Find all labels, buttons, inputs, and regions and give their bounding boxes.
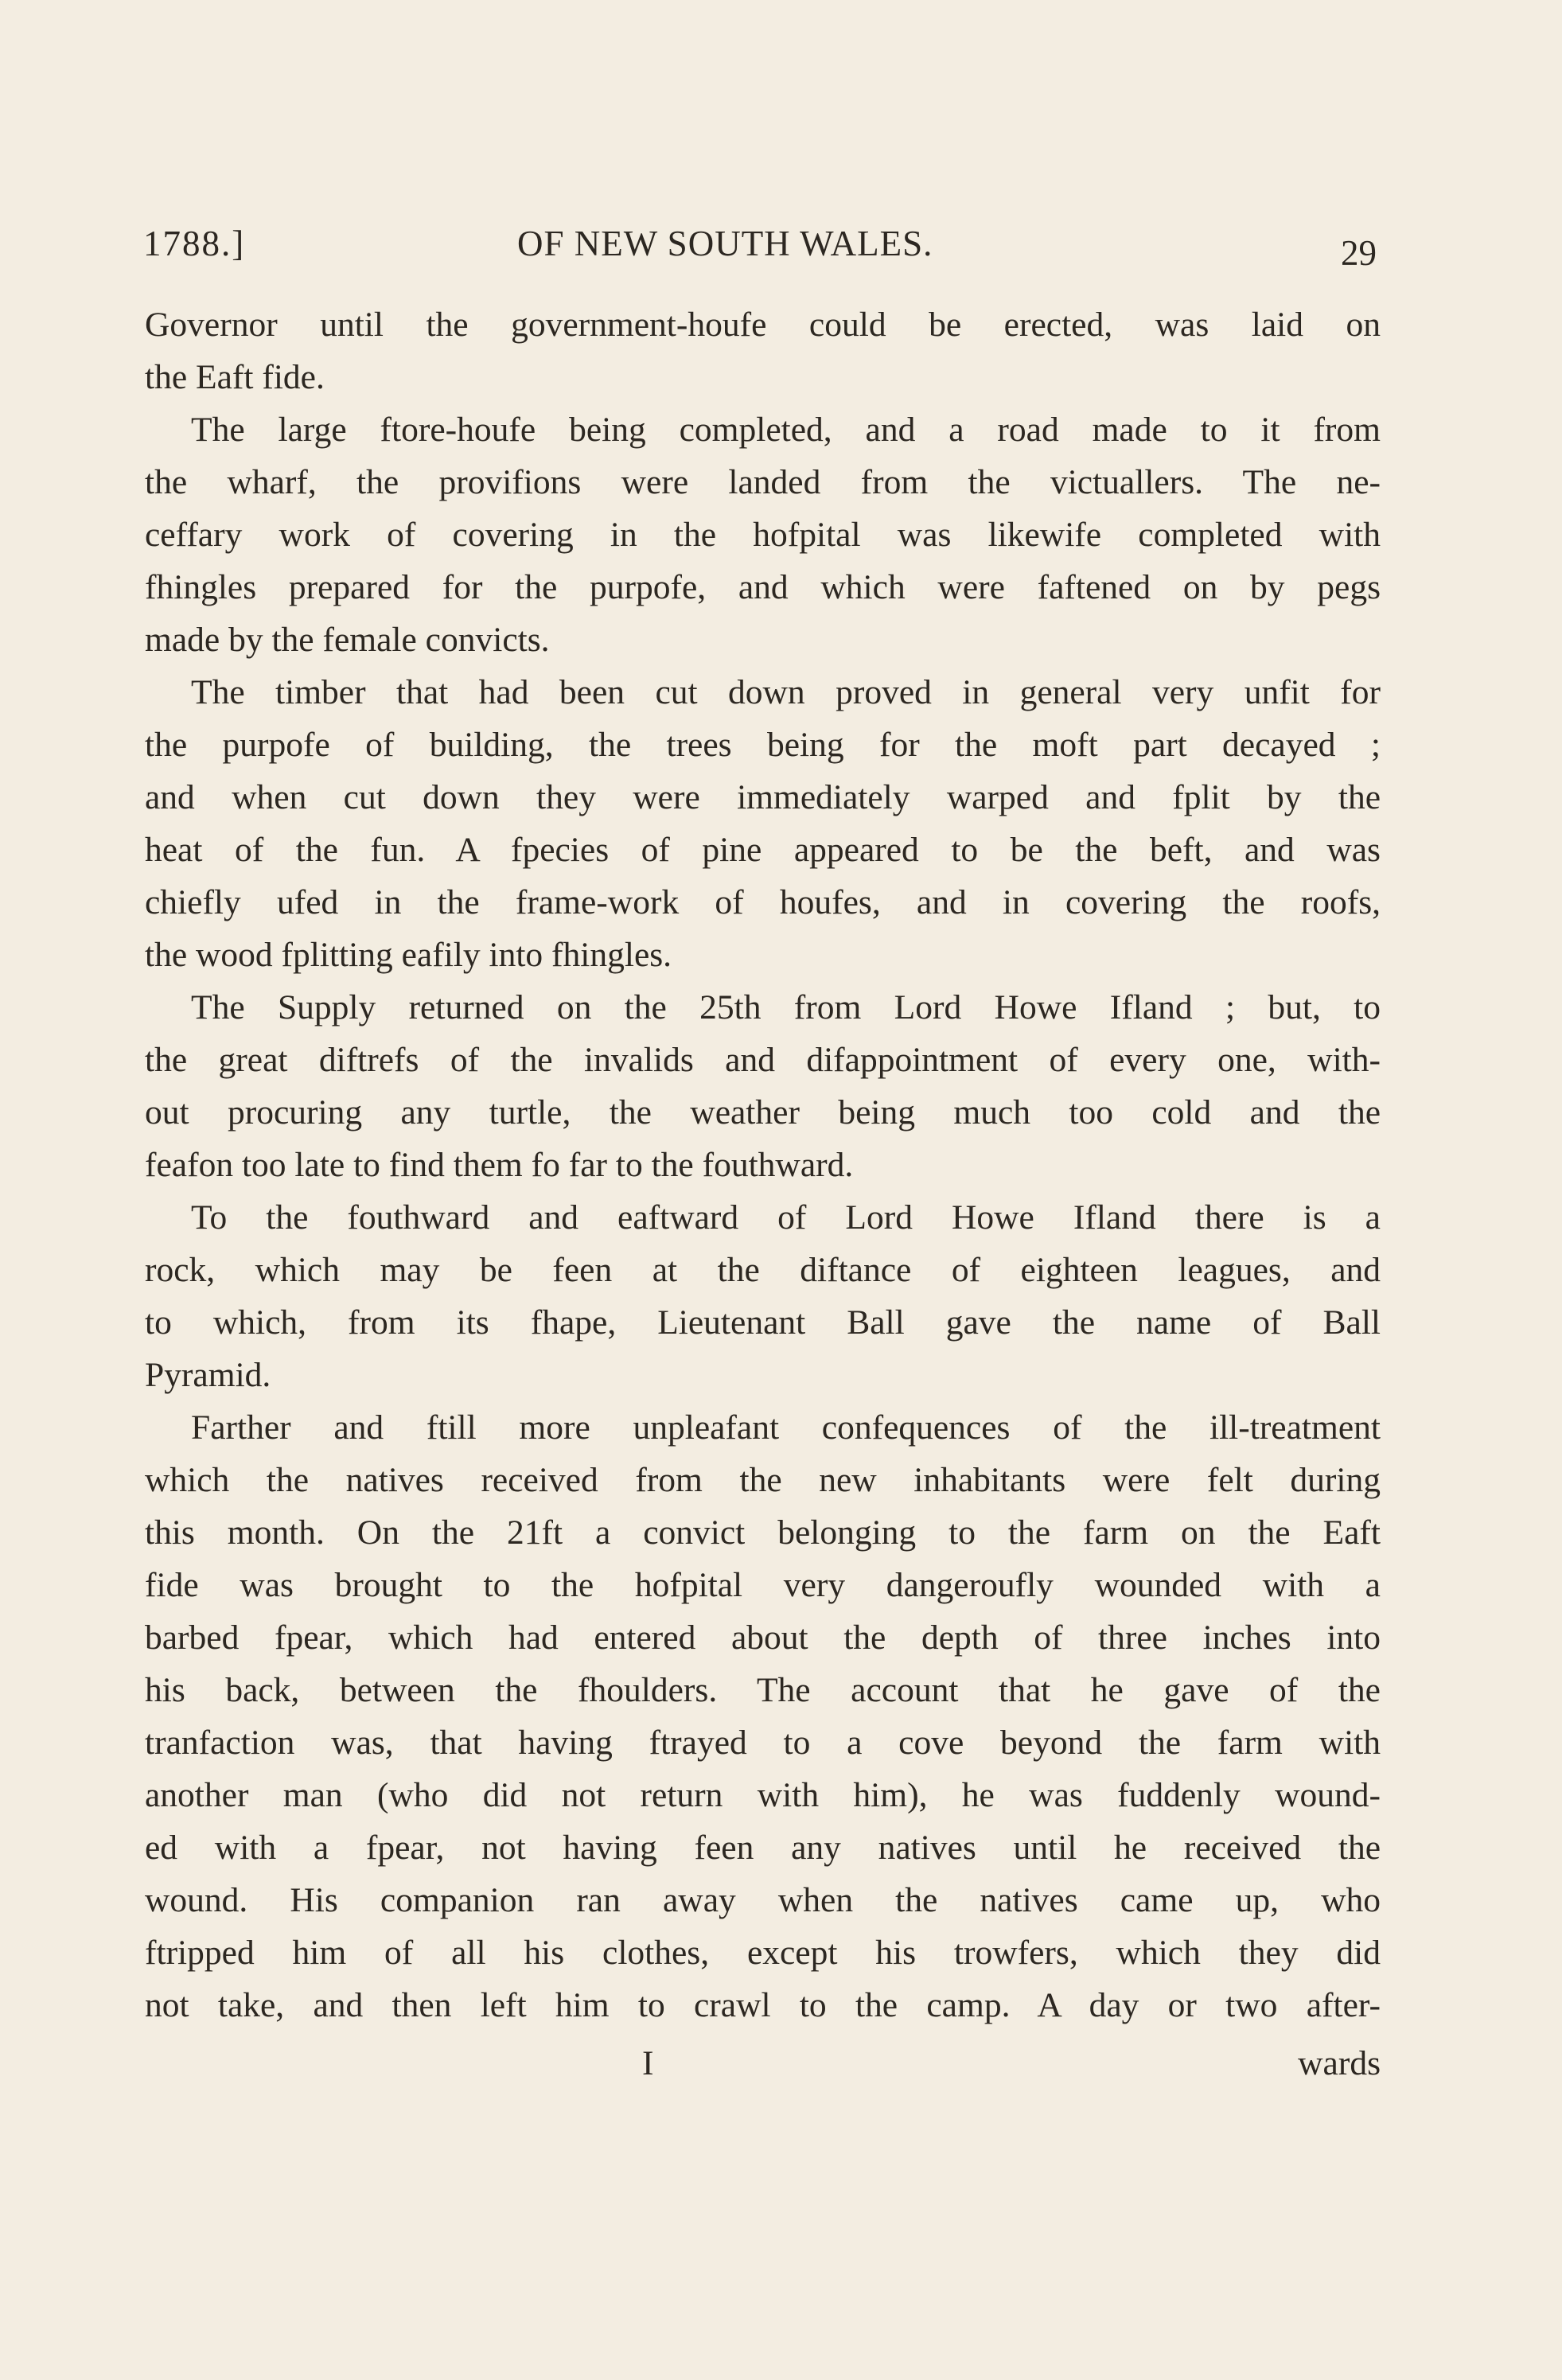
text-line: the wharf, the provifions were landed from the victuallers. The ne- — [145, 463, 1381, 501]
body-text — [145, 298, 1381, 2031]
text-line: rock, which may be feen at the diftance of eighteen leagues, and — [145, 1251, 1381, 1289]
running-header — [143, 216, 1377, 273]
text-line: and when cut down they were immediately warped and fplit by the — [145, 778, 1381, 816]
text-line: the purpofe of building, the trees being for the moft part decayed ; — [145, 726, 1381, 764]
text-line: fide was brought to the hofpital very dangeroufly wounded with a — [145, 1566, 1381, 1604]
text-line: ftripped him of all his clothes, except his trowfers, which they did — [145, 1934, 1381, 1972]
text-line: to which, from its fhape, Lieutenant Ball gave the name of Ball — [145, 1303, 1381, 1342]
text-line: this month. On the 21ft a convict belonging to the farm on the Eaft — [145, 1513, 1381, 1552]
text-line: barbed fpear, which had entered about the depth of three inches into — [145, 1618, 1381, 1657]
text-line: To the fouthward and eaftward of Lord Howe Ifland there is a — [191, 1198, 1381, 1237]
text-line: made by the female convicts. — [145, 621, 550, 659]
text-line: which the natives received from the new inhabitants were felt during — [145, 1461, 1381, 1499]
text-line: ed with a fpear, not having feen any natives until he received the — [145, 1829, 1381, 1867]
text-line: wound. His companion ran away when the natives came up, who — [145, 1881, 1381, 1919]
text-line: out procuring any turtle, the weather being much too cold and the — [145, 1093, 1381, 1132]
text-line: fhingles prepared for the purpofe, and which were faftened on by pegs — [145, 568, 1381, 606]
page-footer — [145, 2043, 1381, 2099]
text-line: not take, and then left him to crawl to the camp. A day or two after- — [145, 1986, 1381, 2024]
text-line: Pyramid. — [145, 1356, 271, 1394]
text-line: The large ftore-houfe being completed, and a road made to it from — [191, 411, 1381, 449]
text-line: feafon too late to find them fo far to the fouthward. — [145, 1146, 854, 1184]
signature-mark: I — [642, 2044, 654, 2082]
header-date: 1788.] — [143, 224, 246, 263]
text-line: Farther and ftill more unpleafant confequences of the ill-treatment — [191, 1408, 1381, 1447]
catchword: wards — [1298, 2044, 1381, 2082]
header-title: OF NEW SOUTH WALES. — [517, 224, 933, 263]
text-line: chiefly ufed in the frame-work of houfes, and in covering the roofs, — [145, 883, 1381, 921]
text-line: tranfaction was, that having ftrayed to a cove beyond the farm with — [145, 1724, 1381, 1762]
text-line: heat of the fun. A fpecies of pine appeared to be the beft, and was — [145, 831, 1381, 869]
text-line: the wood fplitting eafily into fhingles. — [145, 936, 672, 974]
text-line: the great diftrefs of the invalids and difappointment of every one, with- — [145, 1041, 1381, 1079]
text-line: The timber that had been cut down proved in general very unfit for — [191, 673, 1381, 711]
text-line: the Eaft fide. — [145, 358, 325, 396]
text-line: The Supply returned on the 25th from Lord Howe Ifland ; but, to — [191, 988, 1381, 1026]
text-line: his back, between the fhoulders. The account that he gave of the — [145, 1671, 1381, 1709]
text-line: ceffary work of covering in the hofpital was likewife completed with — [145, 516, 1381, 554]
text-line: Governor until the government-houfe could be erected, was laid on — [145, 306, 1381, 344]
page-number: 29 — [1341, 233, 1377, 273]
text-line: another man (who did not return with him), he was fuddenly wound- — [145, 1776, 1381, 1814]
